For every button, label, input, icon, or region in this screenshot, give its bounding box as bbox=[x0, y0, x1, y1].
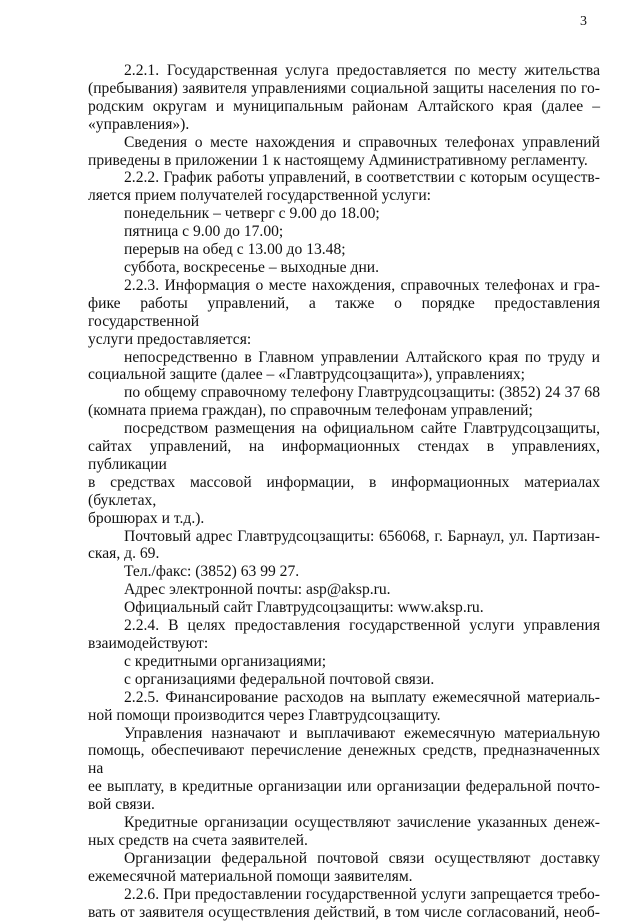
text-line: пятница с 9.00 до 17.00; bbox=[124, 223, 284, 241]
text-line: по общему справочному телефону Главтрудсоцзащиты: (3852) 24 37 68 bbox=[124, 384, 600, 402]
text-line: посредством размещения на официальном сайте Главтрудсоцзащиты, bbox=[124, 420, 600, 438]
text-line: Сведения о месте нахождения и справочных телефонах управлений bbox=[124, 133, 600, 151]
text-line: Организации федеральной почтовой связи осуществляют доставку bbox=[124, 849, 600, 867]
text-line: понедельник – четверг с 9.00 до 18.00; bbox=[124, 205, 380, 223]
text-line: в средствах массовой информации, в информационных материалах (буклетах, bbox=[88, 473, 600, 509]
text-line: Тел./факс: (3852) 63 99 27. bbox=[124, 563, 300, 581]
text-line: приведены в приложении 1 к настоящему Административному регламенту. bbox=[88, 151, 588, 169]
text-line: 2.2.6. При предоставлении государственной услуги запрещается требо- bbox=[124, 885, 600, 903]
text-line: социальной защите (далее – «Главтрудсоцзащита»), управлениях; bbox=[88, 366, 525, 384]
text-line: помощь, обеспечивают перечисление денежных средств, предназначенных на bbox=[88, 742, 600, 778]
text-line: сайтах управлений, на информационных стендах в управлениях, публикации bbox=[88, 438, 600, 473]
page-number: 3 bbox=[580, 14, 587, 29]
text-line: 2.2.1. Государственная услуга предоставляется по месту жительства bbox=[124, 62, 600, 79]
text-line: 2.2.3. Информация о месте нахождения, справочных телефонах и гра- bbox=[124, 276, 600, 294]
text-line: (комната приема граждан), по справочным телефонам управлений; bbox=[88, 402, 533, 420]
text-line: Адрес электронной почты: asp@aksp.ru. bbox=[124, 581, 391, 599]
text-line: 2.2.5. Финансирование расходов на выплату ежемесячной материаль- bbox=[124, 688, 600, 706]
text-line: родским округам и муниципальным районам Алтайского края (далее – bbox=[88, 97, 600, 115]
text-line: Управления назначают и выплачивают ежемесячную материальную bbox=[124, 724, 600, 742]
text-line: услуги предоставляется: bbox=[88, 330, 252, 348]
text-line: ская, д. 69. bbox=[88, 545, 160, 563]
text-line: Кредитные организации осуществляют зачисление указанных денеж- bbox=[124, 814, 600, 832]
text-line: суббота, воскресенье – выходные дни. bbox=[124, 258, 380, 276]
text-line: ных средств на счета заявителей. bbox=[88, 831, 308, 849]
text-line: 2.2.2. График работы управлений, в соответствии с которым осуществ- bbox=[124, 169, 600, 187]
text-line: «управления»). bbox=[88, 115, 190, 133]
text-line: Почтовый адрес Главтрудсоцзащиты: 656068, г. Барнаул, ул. Партизан- bbox=[124, 527, 600, 545]
text-line: вать от заявителя осуществления действий, в том числе согласований, необ- bbox=[88, 903, 600, 921]
text-line: вой связи. bbox=[88, 796, 155, 814]
text-line: непосредственно в Главном управлении Алтайского края по труду и bbox=[124, 348, 600, 366]
text-line: с кредитными организациями; bbox=[124, 652, 327, 670]
document-body bbox=[88, 62, 600, 922]
text-line: 2.2.4. В целях предоставления государственной услуги управления bbox=[124, 617, 600, 635]
text-line: ежемесячной материальной помощи заявителям. bbox=[88, 867, 413, 885]
text-line: (пребывания) заявителя управлениями социальной защиты населения по го- bbox=[88, 79, 600, 97]
text-line: с организациями федеральной почтовой связи. bbox=[124, 670, 435, 688]
text-line: ляется прием получателей государственной услуги: bbox=[88, 187, 432, 205]
text-line: ее выплату, в кредитные организации или организации федеральной почто- bbox=[88, 778, 600, 796]
text-line: фике работы управлений, а также о порядке предоставления государственной bbox=[88, 294, 600, 330]
text-line: Официальный сайт Главтрудсоцзащиты: www.aksp.ru. bbox=[124, 599, 484, 617]
text-line: брошюрах и т.д.). bbox=[88, 509, 205, 527]
text-line: перерыв на обед с 13.00 до 13.48; bbox=[124, 241, 346, 259]
text-line: взаимодействуют: bbox=[88, 635, 209, 652]
text-line: ной помощи производится через Главтрудсоцзащиту. bbox=[88, 706, 441, 724]
